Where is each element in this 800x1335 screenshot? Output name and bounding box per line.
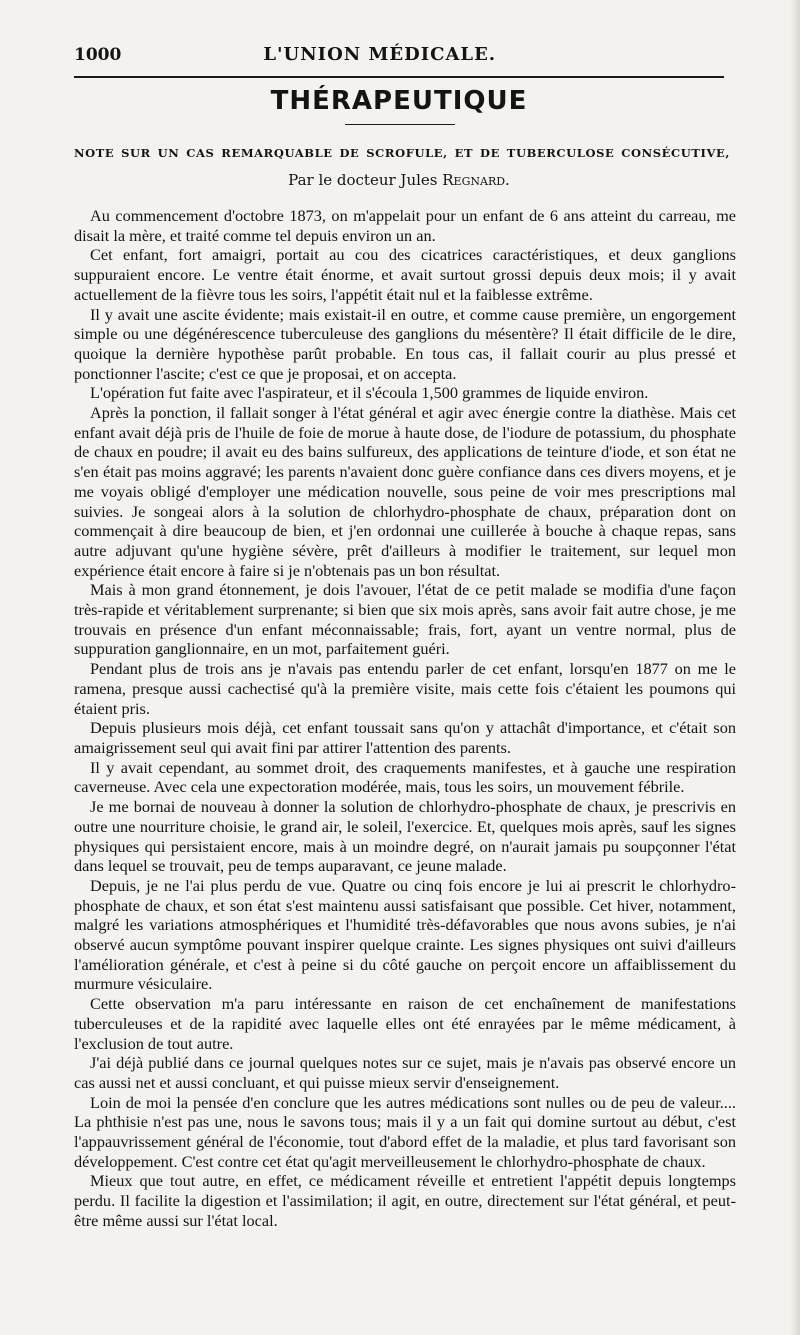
paragraph: Depuis plusieurs mois déjà, cet enfant toussait sans qu'on y attachât d'importance, et c'était son amaigrissement seul qui avait fini par attirer l'attention des parents. xyxy=(74,718,736,757)
paragraph: Au commencement d'octobre 1873, on m'appelait pour un enfant de 6 ans atteint du carreau, me disait la mère, et traité comme tel depuis environ un an. xyxy=(74,206,736,245)
byline-prefix: Par le docteur Jules xyxy=(288,171,438,189)
article-body xyxy=(74,206,736,1231)
paragraph: J'ai déjà publié dans ce journal quelques notes sur ce sujet, mais je n'avais pas observé encore un cas aussi net et aussi concluant, et qui puisse mieux servir d'enseignement. xyxy=(74,1053,736,1092)
section-rule xyxy=(345,124,455,125)
paragraph: Loin de moi la pensée d'en conclure que les autres médications sont nulles ou de peu de valeur.... La phthisie n'est pas une, nous le savons tous; mais il y a un fait qui domine surtout au début, c'est l'appauvrissement général de l'économie, tout d'abord effet de la maladie, et plus tard favorisant son développement. C'est contre cet état qu'agit merveilleusement le chlorhydro-phosphate de chaux. xyxy=(74,1092,736,1171)
section-title: THÉRAPEUTIQUE xyxy=(270,86,528,116)
paragraph: Mais à mon grand étonnement, je dois l'avouer, l'état de ce petit malade se modifia d'une façon très-rapide et véritablement surprenante; si bien que six mois après, sans avoir fait autre chose, je me trouvais en présence d'un enfant méconnaissable; frais, fort, ayant un ventre normal, plus de suppuration ganglionnaire, en un mot, parfaitement guéri. xyxy=(74,580,736,659)
paragraph: Cette observation m'a paru intéressante en raison de cet enchaînement de manifestations tuberculeuses et de la rapidité avec laquelle elles ont été enrayées par le même médicament, à l'exclusion de tout autre. xyxy=(74,994,736,1053)
paragraph: Je me bornai de nouveau à donner la solution de chlorhydro-phosphate de chaux, je prescrivis en outre une nourriture choisie, le grand air, le soleil, l'exercice. Et, quelques mois après, sauf les signes physiques qui persistaient encore, mais à un moindre degré, on n'aurait jamais pu soupçonner l'état dans lequel se trouvait, peu de temps auparavant, ce jeune malade. xyxy=(74,797,736,876)
paragraph: Il y avait une ascite évidente; mais existait-il en outre, et comme cause première, un engorgement simple ou une dégénérescence tuberculeuse des ganglions du mésentère? Il était difficile de le dire, quoique la dernière hypothèse parût probable. En tous cas, il fallait courir au plus pressé et ponctionner l'ascite; c'est ce que je proposai, et on accepta. xyxy=(74,304,736,383)
paragraph: Depuis, je ne l'ai plus perdu de vue. Quatre ou cinq fois encore je lui ai prescrit le chlorhydro-phosphate de chaux, et son état s'est maintenu aussi satisfaisant que possible. Cet hiver, notamment, malgré les variations atmosphériques et l'humidité très-défavorables que nous avons subies, je n'ai observé aucun symptôme pouvant inspirer quelque crainte. Les signes physiques ont suivi d'ailleurs l'amélioration générale, et c'est à peine si du côté gauche on perçoit encore un affaiblissement du murmure vésiculaire. xyxy=(74,875,736,994)
author-surname: Regnard. xyxy=(442,171,510,189)
paragraph: Après la ponction, il fallait songer à l'état général et agir avec énergie contre la diathèse. Mais cet enfant avait déjà pris de l'huile de foie de morue à haute dose, de l'iodure de potassium, du phosphate de chaux en poudre; il avait eu des bains sulfureux, des applications de teinture d'iode, et son état ne s'en était pas moins aggravé; les parents n'avaient donc guère confiance dans ces divers moyens, et je me voyais obligé d'employer une médication nouvelle, sous peine de voir mes prescriptions mal suivies. Je songeai alors à la solution de chlorhydro-phosphate de chaux, préparation dont on commençait à dire beaucoup de bien, et j'en ordonnai une cuillerée à bouche à chaque repas, sans autre adjuvant qu'une hygiène sévère, prêt d'ailleurs à modifier le traitement, sur lequel mon expérience était encore à faire si je n'obtenais pas un bon résultat. xyxy=(74,403,736,580)
running-head xyxy=(74,44,722,65)
header-rule xyxy=(74,76,724,78)
page-number: 1000 xyxy=(74,45,122,65)
paragraph: Il y avait cependant, au sommet droit, des craquements manifestes, et à gauche une respiration caverneuse. Avec cela une expectoration modérée, mais, tous les soirs, un mouvement fébrile. xyxy=(74,757,736,797)
byline xyxy=(74,171,724,189)
paragraph: Mieux que tout autre, en effet, ce médicament réveille et entretient l'appétit depuis longtemps perdu. Il facilite la digestion et l'assimilation; il agit, en outre, directement sur l'état général, et peut-être même aussi sur l'état local. xyxy=(74,1171,736,1230)
paragraph: Cet enfant, fort amaigri, portait au cou des cicatrices caractéristiques, et deux ganglions suppuraient encore. Le ventre était énorme, et avait surtout grossi depuis deux mois; il y avait actuellement de la fièvre tous les soirs, l'appétit était nul et la faiblesse extrême. xyxy=(74,245,736,304)
paragraph: Pendant plus de trois ans je n'avais pas entendu parler de cet enfant, lorsqu'en 1877 on me le ramena, presque aussi cachectisé qu'à la première visite, mais cette fois c'étaient les poumons qui étaient pris. xyxy=(74,659,736,718)
paragraph: L'opération fut faite avec l'aspirateur, et il s'écoula 1,500 grammes de liquide environ. xyxy=(90,383,649,403)
article-heading: NOTE SUR UN CAS REMARQUABLE DE SCROFULE, ET DE TUBERCULOSE CONSÉCUTIVE, xyxy=(74,146,730,160)
journal-title: L'UNION MÉDICALE. xyxy=(263,44,497,65)
